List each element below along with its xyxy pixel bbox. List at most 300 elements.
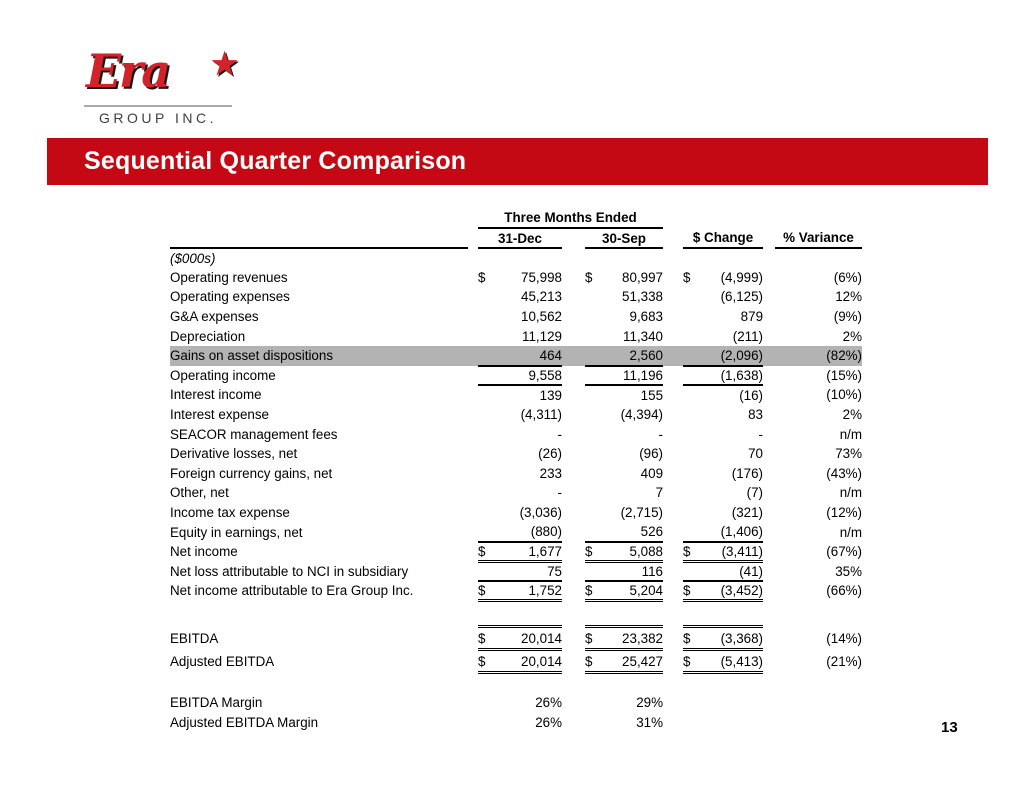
value-dec: 233 [539, 465, 562, 481]
value-change: (1,638) [705, 366, 763, 386]
gap-cell [663, 346, 683, 366]
gap-cell [663, 405, 683, 425]
gap-cell [763, 503, 775, 523]
dollar-sign [478, 483, 502, 503]
table-row [170, 346, 862, 366]
value-dec: 45,213 [521, 289, 562, 305]
value-sep: (4,394) [620, 407, 664, 423]
value-change [705, 248, 763, 268]
gap-cell [763, 326, 775, 346]
gap-cell [468, 444, 478, 464]
dollar-sign [585, 522, 607, 542]
title-banner [47, 138, 988, 185]
table-row [170, 581, 862, 601]
gap-cell [562, 366, 585, 386]
dollar-sign [683, 405, 705, 425]
value-change: (6,125) [720, 289, 764, 305]
table-row [170, 542, 862, 562]
value-variance: (21%) [826, 653, 863, 669]
dollar-sign: $ [585, 269, 593, 285]
dollar-sign: $ [478, 269, 486, 285]
dollar-sign [585, 287, 607, 307]
gap-cell [763, 712, 775, 732]
value-change: (321) [731, 505, 764, 521]
value-variance: 73% [835, 446, 863, 462]
gap-cell [562, 562, 585, 582]
gap-cell [562, 287, 585, 307]
dollar-sign [683, 385, 705, 405]
value-change [705, 693, 763, 713]
gap-cell [468, 346, 478, 366]
dollar-sign [585, 326, 607, 346]
gap-cell [562, 307, 585, 327]
value-dec: (26) [538, 446, 562, 462]
table-row [170, 627, 862, 650]
dollar-sign: $ [585, 581, 607, 601]
dollar-sign [585, 444, 607, 464]
value-change: (16) [739, 387, 764, 403]
gap-cell [663, 542, 683, 562]
value-sep: - [658, 426, 664, 442]
gap-cell [763, 542, 775, 562]
table-row [170, 601, 862, 627]
table-row [170, 650, 862, 673]
dollar-sign [585, 248, 607, 268]
col-header-variance: % Variance [775, 228, 862, 248]
value-change: (3,411) [705, 542, 763, 562]
dollar-sign: $ [585, 650, 607, 673]
row-label: Operating income [170, 367, 276, 383]
gap-cell [663, 366, 683, 386]
gap-cell [562, 503, 585, 523]
group-header: Three Months Ended [478, 207, 663, 228]
logo-wordmark [84, 42, 236, 100]
value-variance: (43%) [826, 465, 863, 481]
value-change: (176) [731, 465, 764, 481]
col-header-dec: 31-Dec [478, 228, 562, 248]
dollar-sign [683, 346, 705, 366]
table-row [170, 483, 862, 503]
dollar-sign [478, 385, 502, 405]
table-row [170, 712, 862, 732]
value-variance: 12% [835, 289, 863, 305]
page-title: Sequential Quarter Comparison [84, 147, 467, 175]
gap-cell [763, 581, 775, 601]
dollar-sign [585, 503, 607, 523]
page-number: 13 [941, 719, 958, 736]
gap-cell [663, 483, 683, 503]
dollar-sign [478, 562, 502, 582]
gap-cell [468, 464, 478, 484]
dollar-sign [585, 405, 607, 425]
gap-cell [562, 424, 585, 444]
gap-cell [663, 248, 683, 268]
gap-cell [468, 366, 478, 386]
dollar-sign [478, 326, 502, 346]
dollar-sign [585, 307, 607, 327]
gap-cell [468, 522, 478, 542]
dollar-sign: $ [585, 542, 607, 562]
col-header-change: $ Change [683, 228, 763, 248]
gap-cell [468, 424, 478, 444]
value-change: - [758, 426, 764, 442]
value-variance: (12%) [826, 505, 863, 521]
gap-cell [763, 693, 775, 713]
gap-cell [562, 650, 585, 673]
dollar-sign [683, 366, 705, 386]
star-icon: ★ [211, 47, 238, 82]
gap-cell [663, 581, 683, 601]
value-sep: 2,560 [607, 346, 663, 366]
dollar-sign [478, 248, 502, 268]
gap-cell [663, 307, 683, 327]
gap-cell [763, 424, 775, 444]
gap-cell [468, 503, 478, 523]
dollar-sign [478, 503, 502, 523]
gap-cell [562, 464, 585, 484]
dollar-sign [585, 712, 607, 732]
table-row [170, 562, 862, 582]
value-sep: (96) [639, 446, 664, 462]
table-row [170, 522, 862, 542]
value-variance: (82%) [775, 346, 862, 366]
row-label: Adjusted EBITDA [170, 653, 275, 669]
table-row [170, 366, 862, 386]
table-row [170, 385, 862, 405]
value-sep: 5,088 [607, 542, 663, 562]
gap-cell [763, 483, 775, 503]
dollar-sign [683, 444, 705, 464]
value-dec: (4,311) [520, 407, 562, 423]
gap-cell [562, 346, 585, 366]
value-dec: 9,558 [502, 366, 562, 386]
dollar-sign: $ [683, 269, 691, 285]
dollar-sign [683, 503, 705, 523]
row-label: Operating revenues [170, 269, 288, 285]
value-sep: 29% [636, 694, 664, 710]
dollar-sign [683, 307, 705, 327]
gap-cell [562, 542, 585, 562]
gap-cell [763, 627, 775, 650]
value-change: (1,406) [705, 522, 763, 542]
value-dec: 11,129 [522, 328, 562, 344]
gap-cell [562, 483, 585, 503]
dollar-sign: $ [683, 581, 705, 601]
dollar-sign [585, 346, 607, 366]
value-dec: (880) [502, 522, 562, 542]
value-variance: (9%) [833, 309, 863, 325]
dollar-sign: $ [478, 581, 502, 601]
table-body [170, 248, 862, 732]
gap-cell [763, 366, 775, 386]
dollar-sign [683, 248, 705, 268]
dollar-sign [478, 444, 502, 464]
gap-cell [562, 405, 585, 425]
dollar-sign [585, 693, 607, 713]
value-dec: 26% [535, 694, 562, 710]
gap-cell [663, 326, 683, 346]
financial-table [170, 207, 862, 732]
dollar-sign [478, 424, 502, 444]
dollar-sign [585, 385, 607, 405]
row-label: Net income [170, 544, 238, 560]
value-sep: 155 [640, 387, 664, 403]
value-change: 83 [748, 407, 764, 423]
value-variance: 2% [842, 328, 863, 344]
value-variance: 35% [835, 563, 863, 579]
row-label: Depreciation [170, 328, 246, 344]
gap-cell [562, 693, 585, 713]
value-dec: 464 [502, 346, 562, 366]
value-change: (4,999) [720, 269, 764, 285]
value-variance: (66%) [826, 583, 863, 599]
value-dec: (3,036) [519, 505, 562, 521]
table-row [170, 268, 862, 288]
gap-cell [468, 248, 478, 268]
value-dec: 1,752 [502, 581, 562, 601]
table-row [170, 503, 862, 523]
dollar-sign [585, 366, 607, 386]
dollar-sign [478, 712, 502, 732]
logo-subtitle: GROUP INC. [99, 110, 217, 126]
row-label: ($000s) [170, 250, 216, 266]
dollar-sign [478, 287, 502, 307]
row-label: Gains on asset dispositions [170, 346, 468, 366]
value-change: (3,452) [705, 581, 763, 601]
gap-cell [468, 385, 478, 405]
value-variance: n/m [839, 426, 863, 442]
value-variance: n/m [839, 485, 863, 501]
row-label: Foreign currency gains, net [170, 465, 333, 481]
gap-cell [663, 385, 683, 405]
dollar-sign [683, 712, 705, 732]
dollar-sign [683, 287, 705, 307]
gap-cell [763, 522, 775, 542]
table-row [170, 326, 862, 346]
dollar-sign: $ [683, 650, 705, 673]
table-row [170, 287, 862, 307]
dollar-sign: $ [585, 627, 607, 650]
logo-divider [84, 105, 232, 107]
gap-cell [468, 287, 478, 307]
gap-cell [562, 444, 585, 464]
gap-cell [663, 268, 683, 288]
gap-cell [763, 248, 775, 268]
value-variance: 2% [842, 407, 863, 423]
value-change [705, 712, 763, 732]
value-variance: (10%) [826, 387, 863, 403]
value-change: (41) [705, 562, 763, 582]
dollar-sign [683, 693, 705, 713]
gap-cell [663, 562, 683, 582]
gap-cell [468, 307, 478, 327]
dollar-sign [585, 562, 607, 582]
dollar-sign: $ [683, 542, 705, 562]
value-sep: 409 [640, 465, 664, 481]
row-label: Equity in earnings, net [170, 524, 303, 540]
gap-cell [468, 581, 478, 601]
value-dec: - [557, 485, 562, 501]
gap-cell [663, 712, 683, 732]
gap-cell [468, 712, 478, 732]
dollar-sign [478, 693, 502, 713]
gap-cell [562, 326, 585, 346]
dollar-sign [683, 483, 705, 503]
dollar-sign [478, 307, 502, 327]
value-change: (7) [746, 485, 764, 501]
gap-cell [663, 503, 683, 523]
gap-cell [468, 562, 478, 582]
value-sep: 5,204 [607, 581, 663, 601]
row-label: Operating expenses [170, 289, 290, 305]
row-label: Interest expense [170, 407, 270, 423]
gap-cell [562, 581, 585, 601]
gap-cell [468, 268, 478, 288]
table-row [170, 424, 862, 444]
spacer-cell [170, 601, 862, 627]
value-change: (5,413) [705, 650, 763, 673]
table-row [170, 464, 862, 484]
gap-cell [663, 424, 683, 444]
value-variance: (14%) [826, 630, 863, 646]
row-label: Income tax expense [170, 505, 290, 521]
table-row [170, 405, 862, 425]
gap-cell [468, 405, 478, 425]
dollar-sign [478, 346, 502, 366]
value-sep: 526 [607, 522, 663, 542]
value-sep: 11,196 [607, 366, 663, 386]
gap-cell [468, 650, 478, 673]
dollar-sign [683, 464, 705, 484]
era-logo [84, 42, 236, 126]
value-dec: 10,562 [521, 309, 562, 325]
gap-cell [562, 522, 585, 542]
dollar-sign [683, 326, 705, 346]
row-label: EBITDA Margin [170, 694, 263, 710]
value-variance [775, 693, 862, 713]
table-column-header-row [170, 228, 862, 248]
dollar-sign [478, 366, 502, 386]
value-change: (2,096) [705, 346, 763, 366]
value-variance: (15%) [826, 367, 863, 383]
spacer-cell [170, 673, 862, 693]
dollar-sign [478, 405, 502, 425]
value-change: 879 [740, 309, 764, 325]
value-dec: 139 [539, 387, 562, 403]
gap-cell [562, 248, 585, 268]
gap-cell [468, 627, 478, 650]
gap-cell [562, 627, 585, 650]
dollar-sign [478, 522, 502, 542]
row-label: Net loss attributable to NCI in subsidiary [170, 563, 409, 579]
gap-cell [468, 483, 478, 503]
gap-cell [562, 385, 585, 405]
gap-cell [663, 522, 683, 542]
gap-cell [468, 326, 478, 346]
value-variance [775, 712, 862, 732]
value-dec: 20,014 [502, 627, 562, 650]
gap-cell [663, 287, 683, 307]
dollar-sign: $ [478, 650, 502, 673]
value-sep: 7 [655, 485, 664, 501]
value-change: 70 [748, 446, 764, 462]
row-label: EBITDA [170, 630, 219, 646]
value-sep: (2,715) [620, 505, 664, 521]
value-variance: (6%) [833, 269, 863, 285]
value-variance: (67%) [826, 544, 863, 560]
value-change: (211) [732, 328, 764, 344]
gap-cell [663, 464, 683, 484]
gap-cell [562, 268, 585, 288]
value-dec: 1,677 [502, 542, 562, 562]
gap-cell [763, 307, 775, 327]
logo-brand-text: Era [86, 44, 170, 98]
gap-cell [663, 693, 683, 713]
dollar-sign [683, 522, 705, 542]
row-label: SEACOR management fees [170, 426, 338, 442]
row-label: Derivative losses, net [170, 446, 298, 462]
table-row [170, 444, 862, 464]
value-sep: 9,683 [629, 309, 664, 325]
gap-cell [468, 542, 478, 562]
gap-cell [763, 464, 775, 484]
value-sep: 80,997 [622, 269, 664, 285]
value-variance [775, 248, 862, 268]
value-dec: 20,014 [502, 650, 562, 673]
row-label: Other, net [170, 485, 229, 501]
dollar-sign: $ [478, 542, 502, 562]
gap-cell [663, 627, 683, 650]
dollar-sign [585, 464, 607, 484]
dollar-sign [585, 483, 607, 503]
gap-cell [663, 444, 683, 464]
value-change: (3,368) [705, 627, 763, 650]
gap-cell [663, 650, 683, 673]
gap-cell [763, 650, 775, 673]
gap-cell [763, 287, 775, 307]
dollar-sign [585, 424, 607, 444]
value-sep: 51,338 [622, 289, 664, 305]
dollar-sign [683, 424, 705, 444]
table-row [170, 307, 862, 327]
table-row [170, 673, 862, 693]
gap-cell [468, 693, 478, 713]
value-dec: 75 [502, 562, 562, 582]
value-sep: 116 [607, 562, 663, 582]
row-label: G&A expenses [170, 309, 259, 325]
value-sep [607, 248, 663, 268]
value-dec: 75,998 [521, 269, 562, 285]
gap-cell [763, 346, 775, 366]
value-dec: - [557, 426, 562, 442]
gap-cell [763, 562, 775, 582]
col-header-sep: 30-Sep [585, 228, 663, 248]
gap-cell [562, 712, 585, 732]
value-variance: n/m [839, 524, 863, 540]
row-label: Adjusted EBITDA Margin [170, 714, 319, 730]
gap-cell [763, 444, 775, 464]
dollar-sign: $ [478, 627, 502, 650]
table-group-header-row [170, 207, 862, 228]
row-label: Interest income [170, 387, 262, 403]
table-row [170, 693, 862, 713]
dollar-sign: $ [683, 627, 705, 650]
value-dec: 26% [535, 714, 562, 730]
value-sep: 31% [636, 714, 664, 730]
value-sep: 23,382 [607, 627, 663, 650]
row-label: Net income attributable to Era Group Inc. [170, 583, 414, 599]
dollar-sign [478, 464, 502, 484]
